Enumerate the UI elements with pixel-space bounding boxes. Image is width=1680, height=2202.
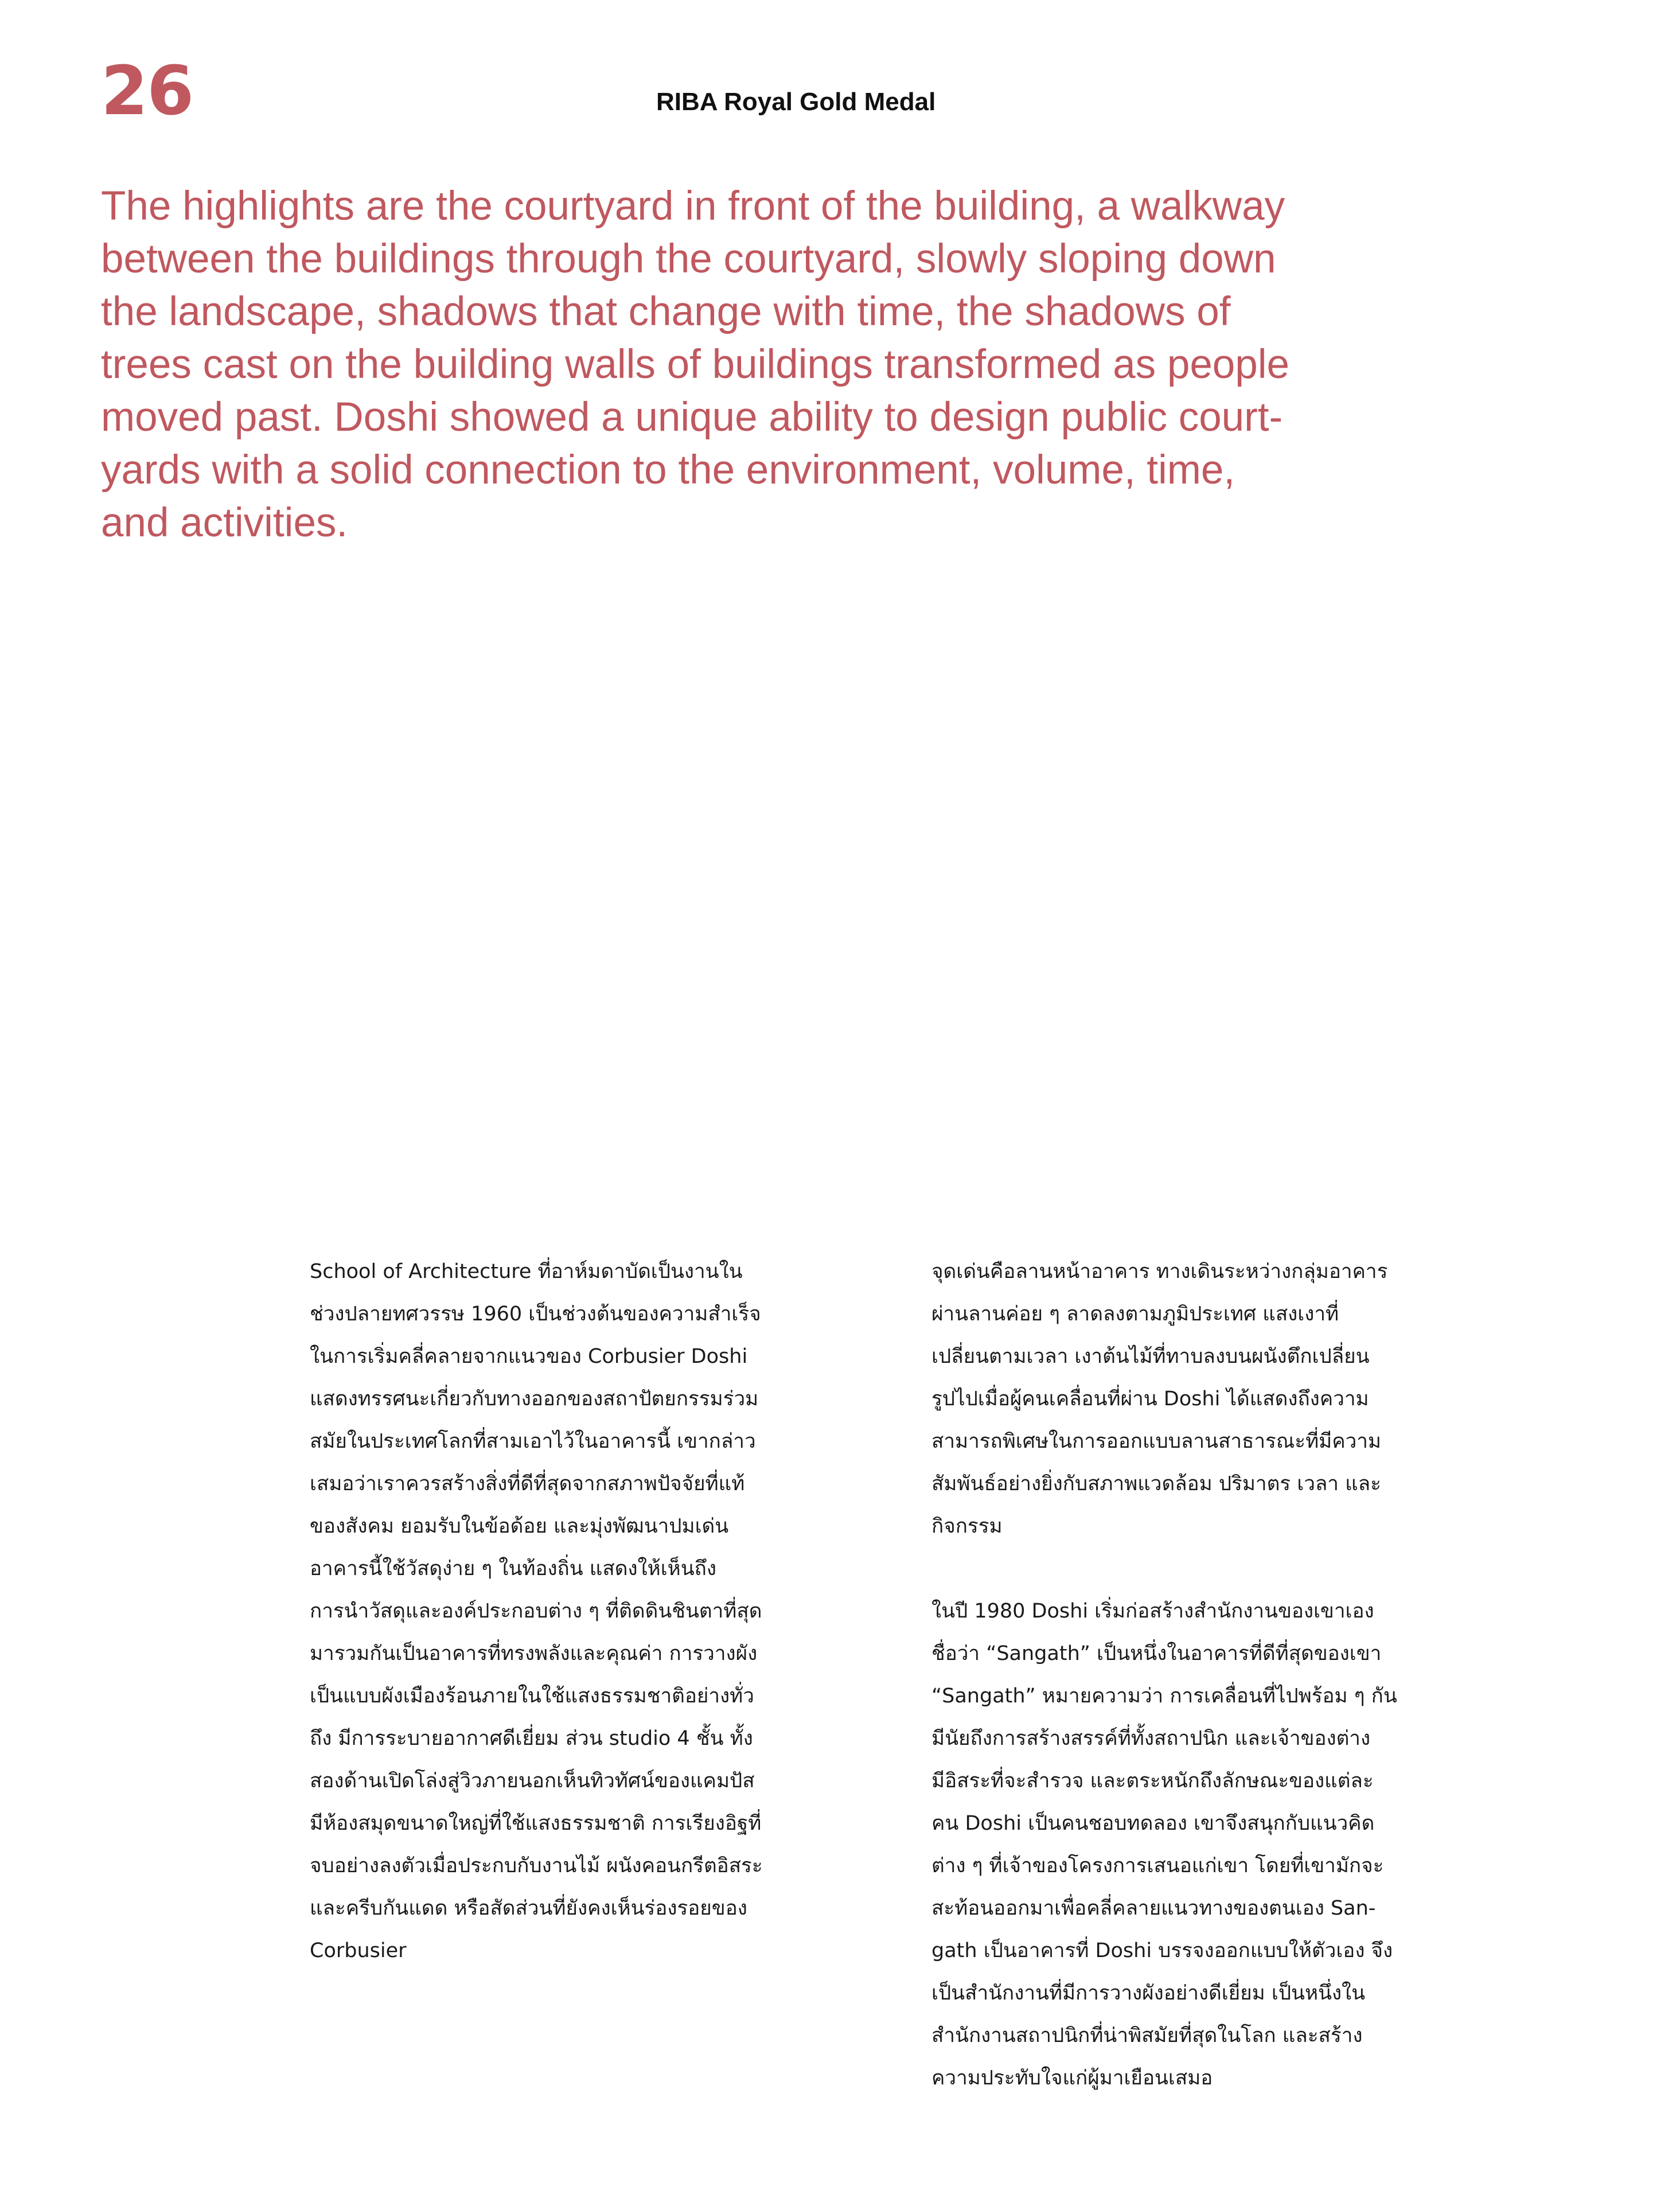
pull-quote [101,180,1506,549]
body-line: คน Doshi เป็นคนชอบทดลอง เขาจึงสนุกกับแนวคิด [931,1812,1375,1835]
body-line: ช่วงปลายทศวรรษ 1960 เป็นช่วงต้นของความสำเร็จ [310,1303,761,1326]
body-line: การนำวัสดุและองค์ประกอบต่าง ๆ ที่ติดดินชินตาที่สุด [310,1600,762,1623]
body-line: Corbusier [310,1939,407,1962]
body-line: ของสังคม ยอมรับในข้อด้อย และมุ่งพัฒนาปมเด่น [310,1515,729,1538]
body-line: จุดเด่นคือลานหน้าอาคาร ทางเดินระหว่างกลุ่มอาคาร [931,1260,1388,1283]
body-line: เปลี่ยนตามเวลา เงาต้นไม้ที่ทาบลงบนผนังตึกเปลี่ยน [931,1345,1370,1368]
body-column-right-paragraph-1 [931,1250,1517,1548]
pull-quote-line: the landscape, shadows that change with time, the shadows of [101,289,1231,334]
body-line: ความประทับใจแก่ผู้มาเยือนเสมอ [931,2067,1213,2090]
body-line: สะท้อนออกมาเพื่อคลี่คลายแนวทางของตนเอง San- [931,1897,1376,1920]
running-header: RIBA Royal Gold Medal [656,88,936,116]
body-line: ชื่อว่า “Sangath” เป็นหนึ่งในอาคารที่ดีที่สุดของเขา [931,1642,1382,1665]
body-line: กิจกรรม [931,1515,1003,1538]
body-line: gath เป็นอาคารที่ Doshi บรรจงออกแบบให้ตัวเอง จึง [931,1939,1393,1962]
body-column-right-paragraph-2 [931,1590,1517,2099]
body-line: ต่าง ๆ ที่เจ้าของโครงการเสนอแก่เขา โดยที่เขามักจะ [931,1854,1384,1877]
body-line: สามารถพิเศษในการออกแบบลานสาธารณะที่มีความ [931,1430,1381,1453]
body-line: มารวมกันเป็นอาคารที่ทรงพลังและคุณค่า การวางผัง [310,1642,758,1665]
body-line: เสมอว่าเราควรสร้างสิ่งที่ดีที่สุดจากสภาพปัจจัยที่แท้ [310,1472,745,1495]
pull-quote-line: between the buildings through the courtyard, slowly sloping down [101,236,1276,282]
body-line: เป็นสำนักงานที่มีการวางผังอย่างดีเยี่ยม เป็นหนึ่งใน [931,1982,1366,2005]
body-line: เป็นแบบผังเมืองร้อนภายในใช้แสงธรรมชาติอย่างทั่ว [310,1685,754,1708]
body-line: ในปี 1980 Doshi เริ่มก่อสร้างสำนักงานของเขาเอง [931,1600,1374,1623]
body-line: มีอิสระที่จะสำรวจ และตระหนักถึงลักษณะของแต่ละ [931,1770,1374,1792]
body-line: ผ่านลานค่อย ๆ ลาดลงตามภูมิประเทศ แสงเงาที่ [931,1303,1339,1326]
page-number: 26 [101,51,193,130]
body-line: สัมพันธ์อย่างยิ่งกับสภาพแวดล้อม ปริมาตร เวลา และ [931,1472,1381,1495]
body-line: มีห้องสมุดขนาดใหญ่ที่ใช้แสงธรรมชาติ การเรียงอิฐที่ [310,1812,762,1835]
body-line: จบอย่างลงตัวเมื่อประกบกับงานไม้ ผนังคอนกรีตอิสระ [310,1854,763,1877]
pull-quote-line: and activities. [101,500,348,545]
body-line: “Sangath” หมายความว่า การเคลื่อนที่ไปพร้อม ๆ กัน [931,1685,1397,1708]
body-line: รูปไปเมื่อผู้คนเคลื่อนที่ผ่าน Doshi ได้แสดงถึงความ [931,1388,1369,1410]
body-line: และครีบกันแดด หรือสัดส่วนที่ยังคงเห็นร่องรอยของ [310,1897,747,1920]
body-line: ในการเริ่มคลี่คลายจากแนวของ Corbusier Doshi [310,1345,748,1368]
body-line: ถึง มีการระบายอากาศดีเยี่ยม ส่วน studio 4 ชั้น ทั้ง [310,1727,753,1750]
body-line: สองด้านเปิดโล่งสู่วิวภายนอกเห็นทิวทัศน์ของแคมปัส [310,1770,755,1792]
body-line: สำนักงานสถาปนิกที่น่าพิสมัยที่สุดในโลก และสร้าง [931,2024,1363,2047]
body-line: สมัยในประเทศโลกที่สามเอาไว้ในอาคารนี้ เขากล่าว [310,1430,756,1453]
body-line: แสดงทรรศนะเกี่ยวกับทางออกของสถาปัตยกรรมร่วม [310,1388,759,1410]
body-line: มีนัยถึงการสร้างสรรค์ที่ทั้งสถาปนิก และเจ้าของต่าง [931,1727,1371,1750]
pull-quote-line: moved past. Doshi showed a unique ability to design public court- [101,395,1283,440]
pull-quote-line: The highlights are the courtyard in front of the building, a walkway [101,184,1285,229]
pull-quote-line: yards with a solid connection to the environment, volume, time, [101,447,1235,493]
body-line: School of Architecture ที่อาห์มดาบัดเป็นงานใน [310,1260,743,1283]
body-line: อาคารนี้ใช้วัสดุง่าย ๆ ในท้องถิ่น แสดงให้เห็นถึง [310,1557,716,1580]
body-column-left [310,1250,883,1972]
pull-quote-line: trees cast on the building walls of buildings transformed as people [101,342,1290,387]
